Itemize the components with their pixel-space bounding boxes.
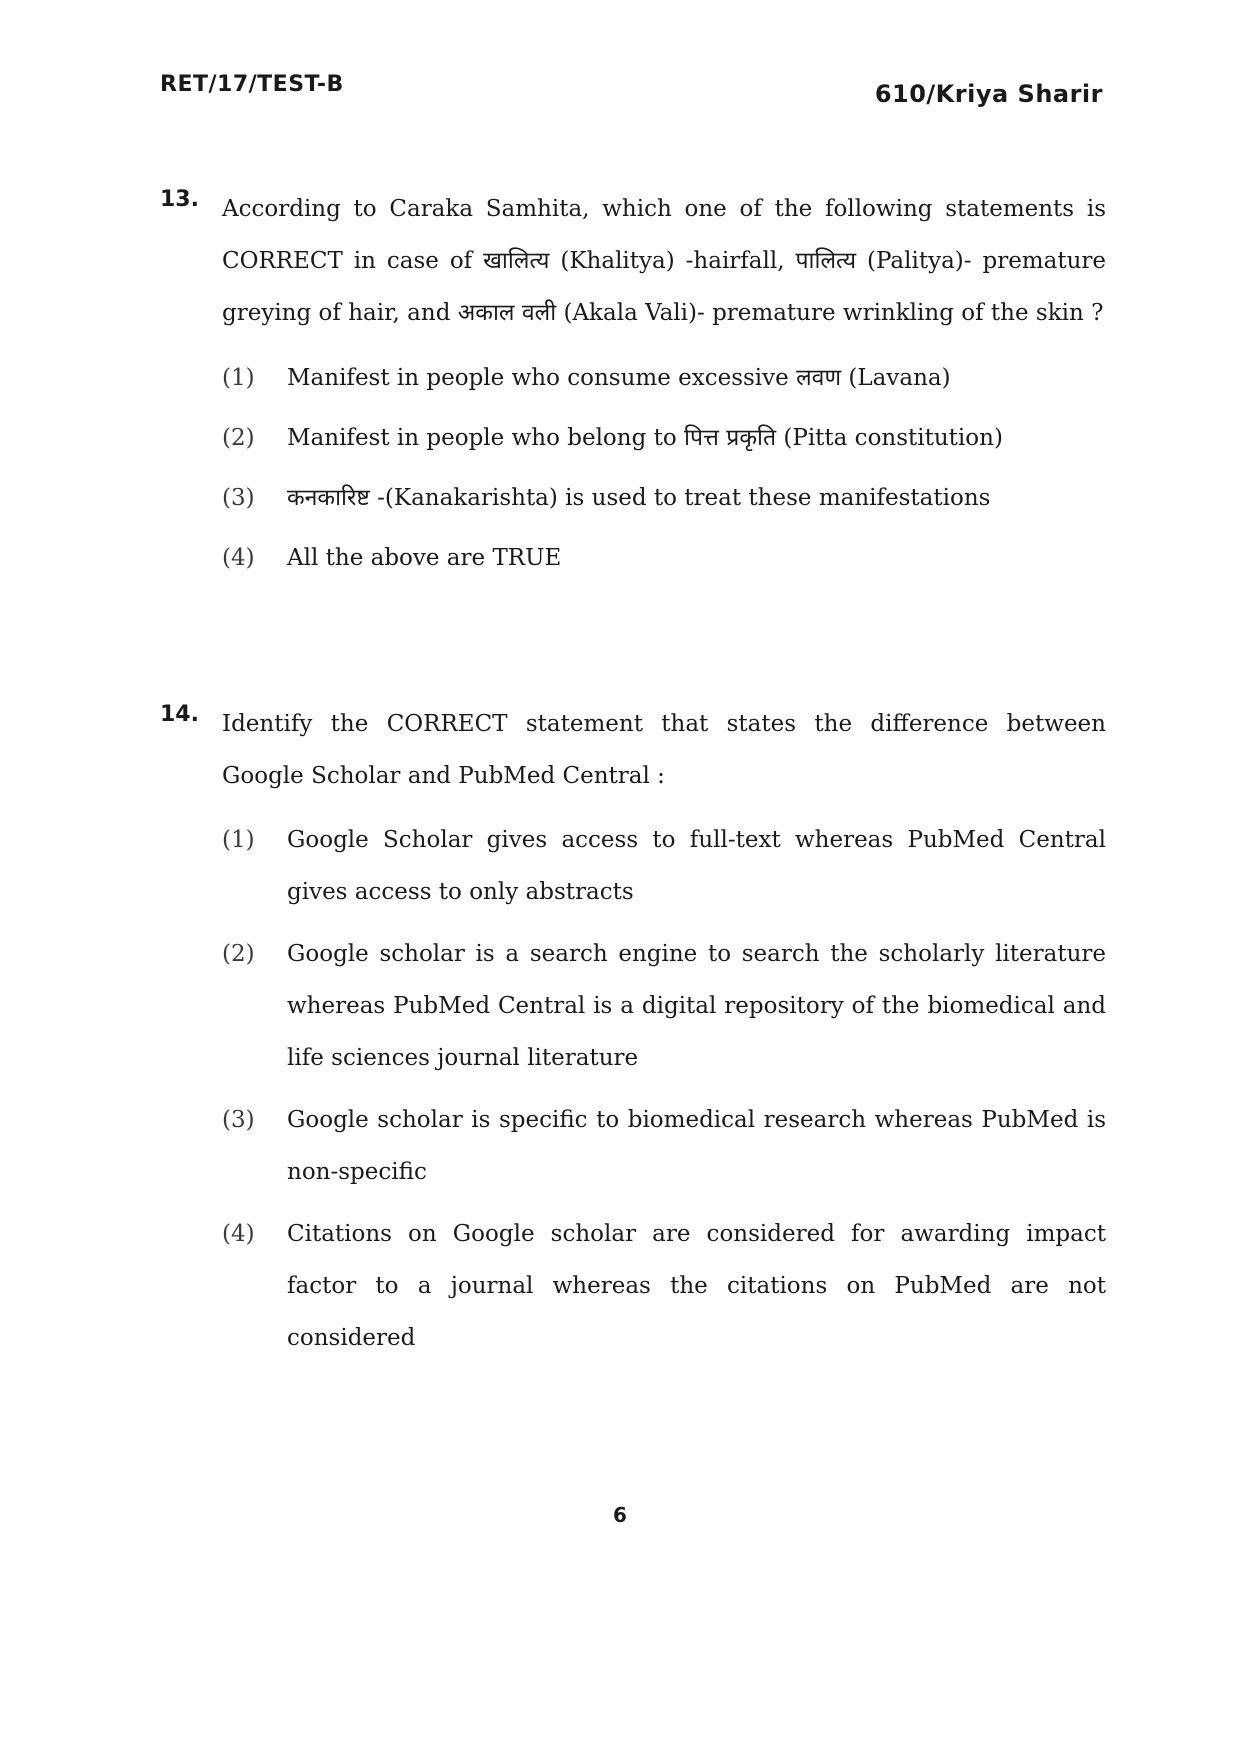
option-number: (2)	[222, 941, 255, 967]
option-text: All the above are TRUE	[287, 545, 562, 571]
question-13	[160, 183, 1106, 591]
option-text: कनकारिष्ट -(Kanakarishta) is used to treat these manifestations	[287, 485, 991, 511]
question-number: 14.	[160, 702, 199, 727]
option-text: Google Scholar gives access to full-text whereas PubMed Central gives access to only abstracts	[287, 827, 1106, 905]
option-item	[222, 531, 1106, 585]
options-list	[222, 814, 1106, 1364]
question-number: 13.	[160, 187, 199, 212]
option-number: (3)	[222, 485, 255, 511]
exam-code: RET/17/TEST-B	[160, 72, 344, 97]
option-text: Google scholar is specific to biomedical research whereas PubMed is non-specific	[287, 1107, 1106, 1185]
option-number: (4)	[222, 1221, 255, 1247]
option-item	[222, 814, 1106, 918]
option-item	[222, 351, 1106, 405]
option-number: (2)	[222, 425, 255, 451]
option-text: Google scholar is a search engine to search the scholarly literature whereas PubMed Central is a digital repository of the biomedical and life sciences journal literature	[287, 941, 1106, 1071]
option-number: (1)	[222, 827, 255, 853]
options-list	[222, 351, 1106, 585]
question-text: According to Caraka Samhita, which one of the following statements is CORRECT in case of खालित्य (Khalitya) -hairfall, पालित्य (Palitya)- premature greying of hair, and अकाल वली (Akala Vali)- premature wrinkling of the skin ?	[222, 196, 1106, 326]
option-text: Citations on Google scholar are considered for awarding impact factor to a journal whereas the citations on PubMed are not considered	[287, 1221, 1106, 1351]
option-item	[222, 1208, 1106, 1364]
question-text: Identify the CORRECT statement that states the difference between Google Scholar and PubMed Central :	[222, 711, 1106, 789]
option-item	[222, 928, 1106, 1084]
option-item	[222, 1094, 1106, 1198]
subject-code: 610/Kriya Sharir	[874, 80, 1103, 108]
option-text: Manifest in people who belong to पित्त प्रकृति (Pitta constitution)	[287, 425, 1003, 451]
option-number: (3)	[222, 1107, 255, 1133]
option-number: (4)	[222, 545, 255, 571]
option-item	[222, 411, 1106, 465]
option-item	[222, 471, 1106, 525]
option-number: (1)	[222, 365, 255, 391]
question-14	[160, 698, 1106, 1374]
page-number: 6	[613, 1503, 627, 1527]
option-text: Manifest in people who consume excessive लवण (Lavana)	[287, 365, 951, 391]
